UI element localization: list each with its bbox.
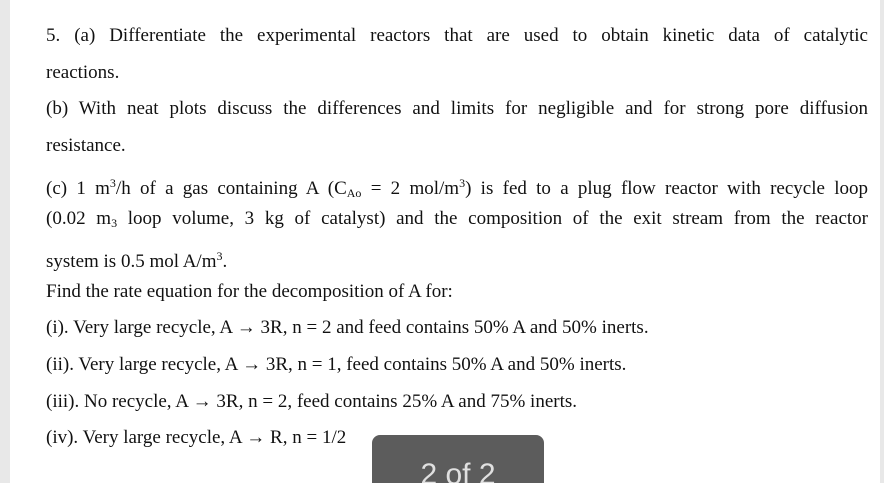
question-5a-line-1: 5. (a) Differentiate the experimental reactors that are used to obtain kinetic data of catalytic xyxy=(46,25,868,46)
text-run: (c) 1 m xyxy=(46,178,110,199)
question-5a-line-2: reactions. xyxy=(46,62,120,83)
question-5c-line-3 xyxy=(46,244,227,274)
case-i-line: (i). Very large recycle, A → 3R, n = 2 and feed contains 50% A and 50% inerts. xyxy=(46,317,649,338)
text-run: . xyxy=(222,251,228,272)
case-ii-line: (ii). Very large recycle, A → 3R, n = 1, feed contains 50% A and 50% inerts. xyxy=(46,354,627,375)
subscript: 3 xyxy=(111,216,118,230)
question-5c-line-1 xyxy=(46,171,868,205)
text-run: loop volume, 3 kg of catalyst) and the composition of the exit stream from the reactor xyxy=(117,208,869,229)
superscript: 3 xyxy=(216,249,223,263)
find-rate-equation-line: Find the rate equation for the decomposition of A for: xyxy=(46,281,453,302)
question-5b-line-1: (b) With neat plots discuss the differences and limits for negligible and for strong pore diffusion xyxy=(46,98,868,119)
subscript: Ao xyxy=(346,186,362,200)
text-run: /h of a gas containing A (C xyxy=(115,178,347,199)
superscript: 3 xyxy=(459,176,466,190)
document-page xyxy=(10,0,880,483)
case-iii-line: (iii). No recycle, A → 3R, n = 2, feed contains 25% A and 75% inerts. xyxy=(46,391,577,412)
text-run: = 2 mol/m xyxy=(361,178,460,199)
case-iv-line: (iv). Very large recycle, A → R, n = 1/2 xyxy=(46,427,347,448)
text-run: (0.02 m xyxy=(46,208,112,229)
page-indicator: 2 of 2 xyxy=(372,435,544,483)
question-5b-line-2: resistance. xyxy=(46,135,126,156)
text-run: ) is fed to a plug flow reactor with recycle loop xyxy=(465,178,868,199)
question-5c-line-2 xyxy=(46,207,868,235)
text-run: system is 0.5 mol A/m xyxy=(46,251,217,272)
superscript: 3 xyxy=(109,176,116,190)
